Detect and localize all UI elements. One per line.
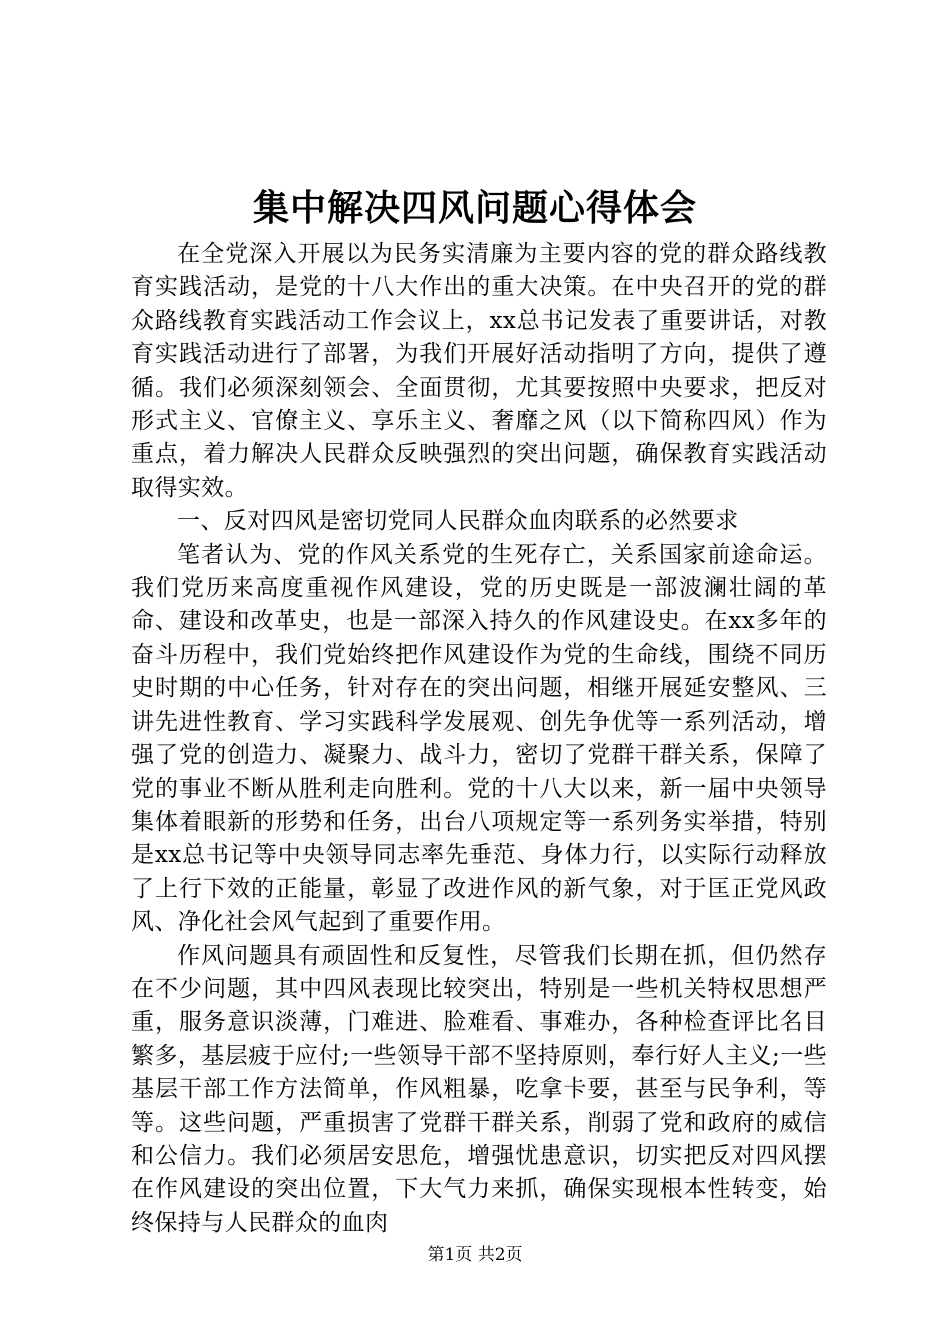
- page-footer: 第1页 共2页: [427, 1245, 523, 1265]
- document-body: [131, 238, 827, 1240]
- paragraph-body-1: 笔者认为、党的作风关系党的生死存亡，关系国家前途命运。我们党历来高度重视作风建设，党的历史既是一部波澜壮阔的革命、建设和改革史，也是一部深入持久的作风建设史。在xx多年的奋斗历程中，我们党始终把作风建设作为党的生命线，围绕不同历史时期的中心任务，针对存在的突出问题，相继开展延安整风、三讲先进性教育、学习实践科学发展观、创先争优等一系列活动，增强了党的创造力、凝聚力、战斗力，密切了党群干群关系，保障了党的事业不断从胜利走向胜利。党的十八大以来，新一届中央领导集体着眼新的形势和任务，出台八项规定等一系列务实举措，特别是xx总书记等中央领导同志率先垂范、身体力行，以实际行动释放了上行下效的正能量，彰显了改进作风的新气象，对于匡正党风政风、净化社会风气起到了重要作用。: [131, 541, 827, 936]
- paragraph-body-2: 作风问题具有顽固性和反复性，尽管我们长期在抓，但仍然存在不少问题，其中四风表现比较突出，特别是一些机关特权思想严重，服务意识淡薄，门难进、脸难看、事难办，各种检查评比名目繁多，基层疲于应付;一些领导干部不坚持原则，奉行好人主义;一些基层干部工作方法简单，作风粗暴，吃拿卡要，甚至与民争利，等等。这些问题，严重损害了党群干群关系，削弱了党和政府的威信和公信力。我们必须居安思危，增强忧患意识，切实把反对四风摆在作风建设的突出位置，下大气力来抓，确保实现根本性转变，始终保持与人民群众的血肉: [131, 942, 827, 1236]
- paragraph-intro: 在全党深入开展以为民务实清廉为主要内容的党的群众路线教育实践活动，是党的十八大作出的重大决策。在中央召开的党的群众路线教育实践活动工作会议上，xx总书记发表了重要讲话，对教育实践活动进行了部署，为我们开展好活动指明了方向，提供了遵循。我们必须深刻领会、全面贯彻，尤其要按照中央要求，把反对形式主义、官僚主义、享乐主义、奢靡之风（以下简称四风）作为重点，着力解决人民群众反映强烈的突出问题，确保教育实践活动取得实效。: [131, 241, 827, 501]
- section-heading: 一、反对四风是密切党同人民群众血肉联系的必然要求: [177, 508, 739, 535]
- document-title: 集中解决四风问题心得体会: [252, 187, 697, 229]
